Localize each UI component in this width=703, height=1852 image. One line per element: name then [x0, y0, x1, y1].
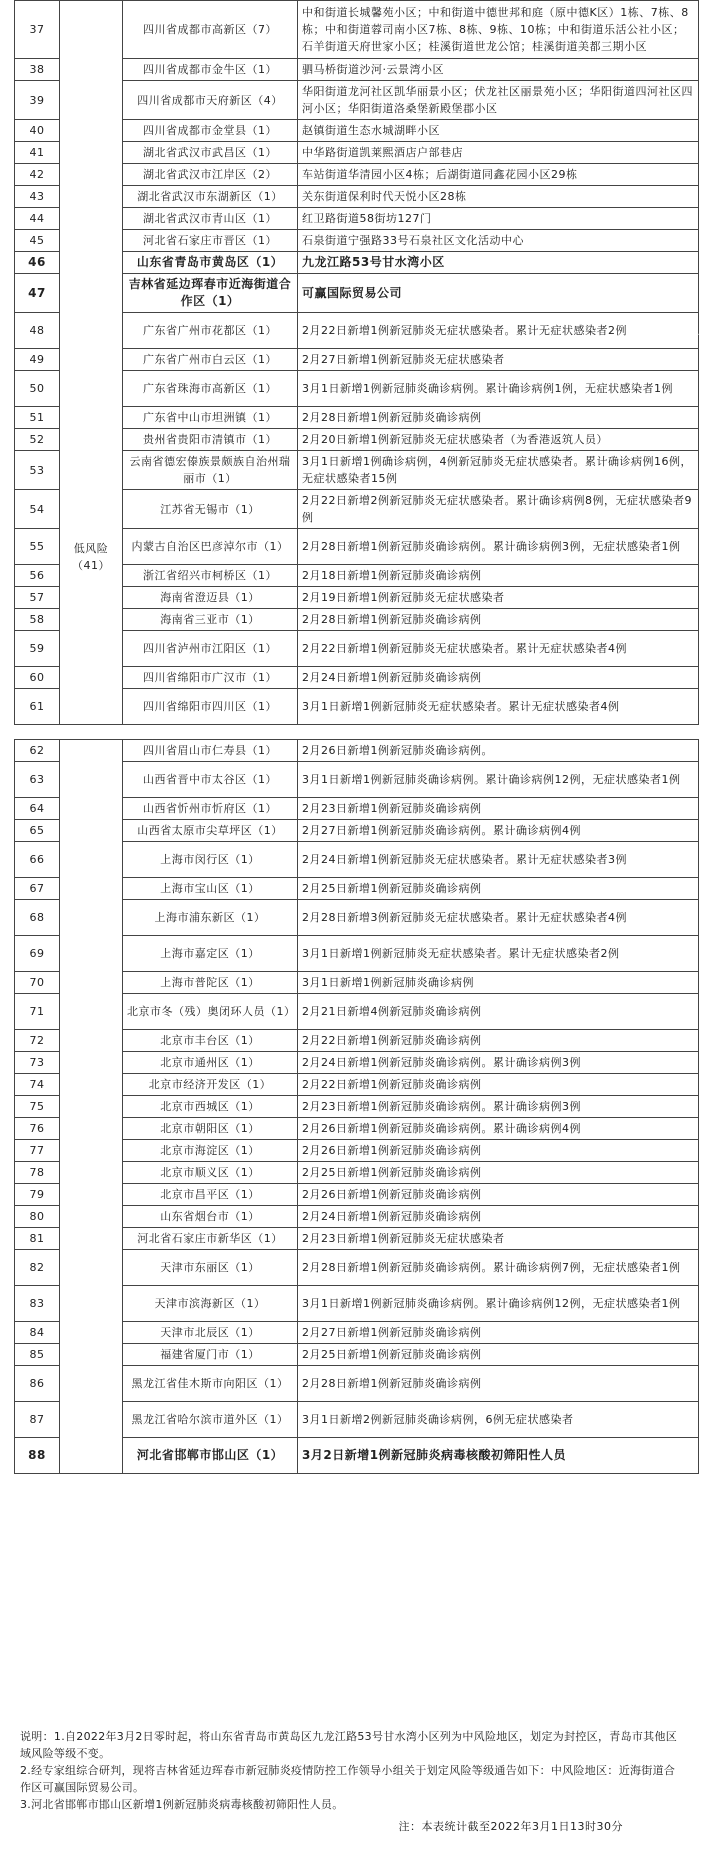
row-number: 77	[15, 1140, 60, 1162]
area-cell: 山西省晋中市太谷区（1）	[123, 762, 298, 798]
detail-cell: 3月1日新增1例新冠肺炎无症状感染者。累计无症状感染者2例	[298, 936, 699, 972]
row-number: 56	[15, 565, 60, 587]
detail-cell: 2月26日新增1例新冠肺炎确诊病例。	[298, 740, 699, 762]
row-number: 39	[15, 81, 60, 120]
area-cell: 北京市丰台区（1）	[123, 1030, 298, 1052]
area-cell: 海南省三亚市（1）	[123, 609, 298, 631]
risk-table-part-2	[14, 739, 699, 1474]
area-cell: 河北省石家庄市晋区（1）	[123, 230, 298, 252]
detail-cell: 2月23日新增1例新冠肺炎确诊病例。累计确诊病例3例	[298, 1096, 699, 1118]
risk-table-part-1	[14, 0, 699, 725]
area-cell: 山西省太原市尖草坪区（1）	[123, 820, 298, 842]
area-cell: 黑龙江省佳木斯市向阳区（1）	[123, 1366, 298, 1402]
row-number: 81	[15, 1228, 60, 1250]
area-cell: 广东省珠海市高新区（1）	[123, 371, 298, 407]
detail-cell: 2月27日新增1例新冠肺炎确诊病例	[298, 1322, 699, 1344]
detail-cell: 2月28日新增1例新冠肺炎确诊病例	[298, 1366, 699, 1402]
row-number: 62	[15, 740, 60, 762]
row-number: 60	[15, 667, 60, 689]
risk-level-cell	[60, 740, 123, 1474]
detail-cell: 中华路街道凯莱熙酒店户部巷店	[298, 142, 699, 164]
area-cell: 四川省成都市天府新区（4）	[123, 81, 298, 120]
detail-cell: 2月22日新增1例新冠肺炎确诊病例	[298, 1030, 699, 1052]
detail-cell: 2月24日新增1例新冠肺炎确诊病例	[298, 1206, 699, 1228]
detail-cell: 2月25日新增1例新冠肺炎确诊病例	[298, 1344, 699, 1366]
detail-cell: 3月1日新增1例新冠肺炎确诊病例。累计确诊病例12例，无症状感染者1例	[298, 762, 699, 798]
row-number: 59	[15, 631, 60, 667]
detail-cell: 2月23日新增1例新冠肺炎确诊病例	[298, 798, 699, 820]
area-cell: 北京市西城区（1）	[123, 1096, 298, 1118]
row-number: 79	[15, 1184, 60, 1206]
row-number: 52	[15, 429, 60, 451]
area-cell: 湖北省武汉市武昌区（1）	[123, 142, 298, 164]
row-number: 61	[15, 689, 60, 725]
area-cell: 北京市顺义区（1）	[123, 1162, 298, 1184]
row-number: 54	[15, 490, 60, 529]
area-cell: 天津市北辰区（1）	[123, 1322, 298, 1344]
row-number: 74	[15, 1074, 60, 1096]
area-cell: 北京市冬（残）奥闭环人员（1）	[123, 994, 298, 1030]
area-cell: 山东省青岛市黄岛区（1）	[123, 252, 298, 274]
detail-cell: 2月26日新增1例新冠肺炎确诊病例。累计确诊病例4例	[298, 1118, 699, 1140]
detail-cell: 华阳街道龙河社区凯华丽景小区；伏龙社区丽景苑小区；华阳街道四河社区四河小区；华阳街道洛桑堡新殿堡郡小区	[298, 81, 699, 120]
detail-cell: 赵镇街道生态水城湖畔小区	[298, 120, 699, 142]
area-cell: 河北省石家庄市新华区（1）	[123, 1228, 298, 1250]
row-number: 84	[15, 1322, 60, 1344]
detail-cell: 2月19日新增1例新冠肺炎无症状感染者	[298, 587, 699, 609]
area-cell: 湖北省武汉市青山区（1）	[123, 208, 298, 230]
detail-cell: 2月24日新增1例新冠肺炎确诊病例	[298, 667, 699, 689]
row-number: 82	[15, 1250, 60, 1286]
area-cell: 北京市通州区（1）	[123, 1052, 298, 1074]
row-number: 73	[15, 1052, 60, 1074]
area-cell: 广东省中山市坦洲镇（1）	[123, 407, 298, 429]
detail-cell: 2月28日新增1例新冠肺炎确诊病例	[298, 407, 699, 429]
detail-cell: 可赢国际贸易公司	[298, 274, 699, 313]
risk-level-cell	[60, 1, 123, 725]
detail-cell: 2月24日新增1例新冠肺炎确诊病例。累计确诊病例3例	[298, 1052, 699, 1074]
detail-cell: 2月28日新增3例新冠肺炎无症状感染者。累计无症状感染者4例	[298, 900, 699, 936]
detail-cell: 3月1日新增1例新冠肺炎确诊病例。累计确诊病例1例，无症状感染者1例	[298, 371, 699, 407]
area-cell: 广东省广州市白云区（1）	[123, 349, 298, 371]
area-cell: 海南省澄迈县（1）	[123, 587, 298, 609]
detail-cell: 2月28日新增1例新冠肺炎确诊病例。累计确诊病例7例，无症状感染者1例	[298, 1250, 699, 1286]
area-cell: 湖北省武汉市江岸区（2）	[123, 164, 298, 186]
row-number: 38	[15, 59, 60, 81]
row-number: 48	[15, 313, 60, 349]
detail-cell: 关东街道保利时代天悦小区28栋	[298, 186, 699, 208]
row-number: 44	[15, 208, 60, 230]
detail-cell: 2月28日新增1例新冠肺炎确诊病例	[298, 609, 699, 631]
row-number: 71	[15, 994, 60, 1030]
detail-cell: 3月1日新增1例新冠肺炎无症状感染者。累计无症状感染者4例	[298, 689, 699, 725]
row-number: 88	[15, 1438, 60, 1474]
row-number: 37	[15, 1, 60, 59]
area-cell: 吉林省延边珲春市近海街道合作区（1）	[123, 274, 298, 313]
detail-cell: 3月1日新增1例新冠肺炎确诊病例。累计确诊病例12例，无症状感染者1例	[298, 1286, 699, 1322]
row-number: 41	[15, 142, 60, 164]
detail-cell: 2月21日新增4例新冠肺炎确诊病例	[298, 994, 699, 1030]
area-cell: 四川省眉山市仁寿县（1）	[123, 740, 298, 762]
area-cell: 河北省邯郸市邯山区（1）	[123, 1438, 298, 1474]
row-number: 66	[15, 842, 60, 878]
row-number: 58	[15, 609, 60, 631]
area-cell: 黑龙江省哈尔滨市道外区（1）	[123, 1402, 298, 1438]
area-cell: 四川省成都市金牛区（1）	[123, 59, 298, 81]
area-cell: 上海市嘉定区（1）	[123, 936, 298, 972]
detail-cell: 2月26日新增1例新冠肺炎确诊病例	[298, 1140, 699, 1162]
detail-cell: 2月22日新增1例新冠肺炎无症状感染者。累计无症状感染者4例	[298, 631, 699, 667]
row-number: 47	[15, 274, 60, 313]
table-row	[15, 740, 699, 762]
area-cell: 四川省绵阳市广汉市（1）	[123, 667, 298, 689]
area-cell: 山东省烟台市（1）	[123, 1206, 298, 1228]
detail-cell: 2月27日新增1例新冠肺炎确诊病例。累计确诊病例4例	[298, 820, 699, 842]
row-number: 68	[15, 900, 60, 936]
detail-cell: 2月25日新增1例新冠肺炎确诊病例	[298, 878, 699, 900]
detail-cell: 2月23日新增1例新冠肺炎无症状感染者	[298, 1228, 699, 1250]
area-cell: 四川省成都市金堂县（1）	[123, 120, 298, 142]
detail-cell: 红卫路街道58街坊127门	[298, 208, 699, 230]
area-cell: 福建省厦门市（1）	[123, 1344, 298, 1366]
detail-cell: 2月22日新增2例新冠肺炎无症状感染者。累计确诊病例8例，无症状感染者9例	[298, 490, 699, 529]
detail-cell: 石泉街道宁强路33号石泉社区文化活动中心	[298, 230, 699, 252]
row-number: 53	[15, 451, 60, 490]
detail-cell: 2月22日新增1例新冠肺炎无症状感染者。累计无症状感染者2例	[298, 313, 699, 349]
area-cell: 湖北省武汉市东湖新区（1）	[123, 186, 298, 208]
detail-cell: 车站街道华清园小区4栋；后湖街道同鑫花园小区29栋	[298, 164, 699, 186]
detail-cell: 驷马桥街道沙河·云景湾小区	[298, 59, 699, 81]
notes	[20, 1728, 680, 1813]
area-cell: 内蒙古自治区巴彦淖尔市（1）	[123, 529, 298, 565]
detail-cell: 2月26日新增1例新冠肺炎确诊病例	[298, 1184, 699, 1206]
detail-cell: 3月1日新增1例新冠肺炎确诊病例	[298, 972, 699, 994]
area-cell: 云南省德宏傣族景颇族自治州瑞丽市（1）	[123, 451, 298, 490]
area-cell: 北京市昌平区（1）	[123, 1184, 298, 1206]
row-number: 43	[15, 186, 60, 208]
row-number: 78	[15, 1162, 60, 1184]
area-cell: 贵州省贵阳市清镇市（1）	[123, 429, 298, 451]
row-number: 40	[15, 120, 60, 142]
row-number: 67	[15, 878, 60, 900]
detail-cell: 3月1日新增1例确诊病例，4例新冠肺炎无症状感染者。累计确诊病例16例，无症状感染者15例	[298, 451, 699, 490]
detail-cell: 3月1日新增2例新冠肺炎确诊病例，6例无症状感染者	[298, 1402, 699, 1438]
area-cell: 上海市浦东新区（1）	[123, 900, 298, 936]
detail-cell: 2月27日新增1例新冠肺炎无症状感染者	[298, 349, 699, 371]
row-number: 83	[15, 1286, 60, 1322]
area-cell: 北京市海淀区（1）	[123, 1140, 298, 1162]
area-cell: 江苏省无锡市（1）	[123, 490, 298, 529]
detail-cell: 中和街道长城馨苑小区；中和街道中德世邦和庭（原中德K区）1栋、7栋、8栋；中和街道蓉司南小区7栋、8栋、9栋、10栋；中和街道乐活公社小区；石羊街道天府世家小区；桂溪街道世龙公馆；桂溪街道美都三期小区	[298, 1, 699, 59]
row-number: 50	[15, 371, 60, 407]
area-cell: 山西省忻州市忻府区（1）	[123, 798, 298, 820]
detail-cell: 2月24日新增1例新冠肺炎无症状感染者。累计无症状感染者3例	[298, 842, 699, 878]
row-number: 46	[15, 252, 60, 274]
area-cell: 四川省绵阳市四川区（1）	[123, 689, 298, 725]
detail-cell: 九龙江路53号甘水湾小区	[298, 252, 699, 274]
document	[14, 0, 699, 1474]
row-number: 45	[15, 230, 60, 252]
footer-note: 注：本表统计截至2022年3月1日13时30分	[398, 1820, 623, 1833]
row-number: 63	[15, 762, 60, 798]
row-number: 55	[15, 529, 60, 565]
area-cell: 北京市朝阳区（1）	[123, 1118, 298, 1140]
row-number: 87	[15, 1402, 60, 1438]
area-cell: 北京市经济开发区（1）	[123, 1074, 298, 1096]
row-number: 86	[15, 1366, 60, 1402]
row-number: 51	[15, 407, 60, 429]
detail-cell: 2月20日新增1例新冠肺炎无症状感染者（为香港返筑人员）	[298, 429, 699, 451]
area-cell: 四川省成都市高新区（7）	[123, 1, 298, 59]
row-number: 75	[15, 1096, 60, 1118]
row-number: 85	[15, 1344, 60, 1366]
row-number: 69	[15, 936, 60, 972]
row-number: 65	[15, 820, 60, 842]
area-cell: 上海市闵行区（1）	[123, 842, 298, 878]
note-2: 2.经专家组综合研判，现将吉林省延边珲春市新冠肺炎疫情防控工作领导小组关于划定风险等级通告如下：中风险地区：近海街道合作区可赢国际贸易公司。	[20, 1764, 676, 1794]
area-cell: 上海市宝山区（1）	[123, 878, 298, 900]
note-3: 3.河北省邯郸市邯山区新增1例新冠肺炎病毒核酸初筛阳性人员。	[20, 1798, 344, 1811]
area-cell: 浙江省绍兴市柯桥区（1）	[123, 565, 298, 587]
area-cell: 上海市普陀区（1）	[123, 972, 298, 994]
detail-cell: 2月22日新增1例新冠肺炎确诊病例	[298, 1074, 699, 1096]
detail-cell: 2月18日新增1例新冠肺炎确诊病例	[298, 565, 699, 587]
area-cell: 广东省广州市花都区（1）	[123, 313, 298, 349]
row-number: 64	[15, 798, 60, 820]
detail-cell: 2月25日新增1例新冠肺炎确诊病例	[298, 1162, 699, 1184]
detail-cell: 3月2日新增1例新冠肺炎病毒核酸初筛阳性人员	[298, 1438, 699, 1474]
row-number: 80	[15, 1206, 60, 1228]
row-number: 49	[15, 349, 60, 371]
table-row	[15, 1, 699, 59]
area-cell: 四川省泸州市江阳区（1）	[123, 631, 298, 667]
row-number: 70	[15, 972, 60, 994]
row-number: 57	[15, 587, 60, 609]
detail-cell: 2月28日新增1例新冠肺炎确诊病例。累计确诊病例3例，无症状感染者1例	[298, 529, 699, 565]
edge-mark: ·	[696, 330, 700, 341]
row-number: 42	[15, 164, 60, 186]
row-number: 76	[15, 1118, 60, 1140]
area-cell: 天津市滨海新区（1）	[123, 1286, 298, 1322]
row-number: 72	[15, 1030, 60, 1052]
note-1: 说明：1.自2022年3月2日零时起，将山东省青岛市黄岛区九龙江路53号甘水湾小区列为中风险地区，划定为封控区，青岛市其他区域风险等级不变。	[20, 1730, 678, 1760]
risk-level-label: 低风险（41）	[72, 542, 110, 572]
area-cell: 天津市东丽区（1）	[123, 1250, 298, 1286]
